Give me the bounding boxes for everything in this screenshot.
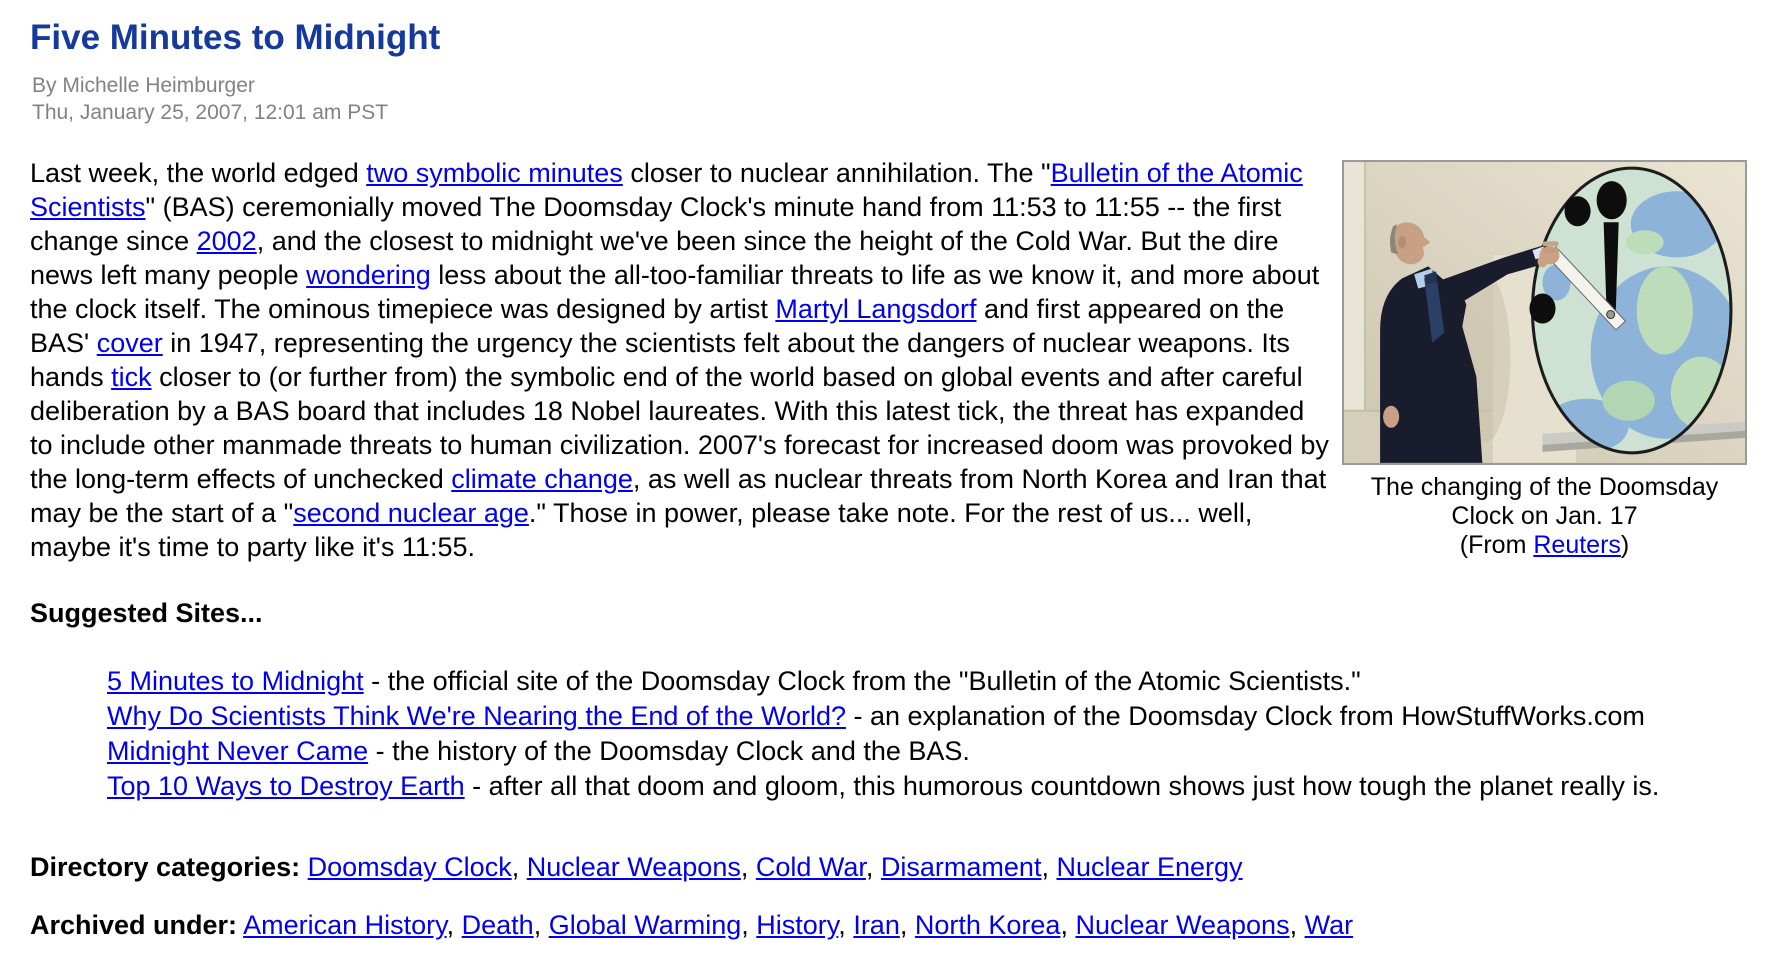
- directory-category-link[interactable]: Nuclear Energy: [1056, 852, 1243, 882]
- directory-category-links: [308, 852, 1243, 882]
- separator: ,: [1041, 852, 1057, 882]
- archived-under-label: Archived under:: [30, 910, 238, 940]
- clock-marker-twelve: [1597, 181, 1627, 219]
- inline-link[interactable]: climate change: [451, 464, 633, 494]
- archived-under-line: [30, 908, 1747, 942]
- separator: ,: [446, 910, 462, 940]
- left-hand: [1383, 406, 1399, 428]
- separator: ,: [838, 910, 854, 940]
- archived-tag-link[interactable]: Nuclear Weapons: [1075, 910, 1290, 940]
- doomsday-clock-photo: [1342, 160, 1747, 465]
- suggested-site-description: - the history of the Doomsday Clock and the BAS.: [368, 736, 970, 766]
- text-run: " (BAS) ceremonially moved The Doomsday Clock's minute hand from 11:53 to 11:55 -- the first change since: [30, 192, 1282, 256]
- separator: ,: [741, 910, 757, 940]
- article-figure: [1342, 160, 1747, 560]
- suggested-site-description: - the official site of the Doomsday Clock from the "Bulletin of the Atomic Scientists.": [363, 666, 1361, 696]
- inline-link[interactable]: Martyl Langsdorf: [775, 294, 977, 324]
- archived-tag-link[interactable]: War: [1304, 910, 1354, 940]
- suggested-site-link[interactable]: Midnight Never Came: [107, 736, 369, 766]
- directory-category-link[interactable]: Doomsday Clock: [307, 852, 512, 882]
- suggested-site-description: - an explanation of the Doomsday Clock from HowStuffWorks.com: [846, 701, 1645, 731]
- doomsday-clock-photo-graphic: [1344, 162, 1745, 463]
- suggested-sites-heading: Suggested Sites...: [30, 598, 263, 628]
- suggested-site-item: [107, 769, 1747, 804]
- inline-link[interactable]: cover: [96, 328, 163, 358]
- archived-tag-link[interactable]: History: [756, 910, 839, 940]
- inline-link[interactable]: tick: [111, 362, 152, 392]
- clock-marker-nine: [1529, 293, 1555, 323]
- archived-tag-link[interactable]: North Korea: [914, 910, 1061, 940]
- archived-tag-links: [243, 910, 1353, 940]
- clock-pivot: [1607, 310, 1615, 318]
- separator: ,: [899, 910, 915, 940]
- reuters-link[interactable]: Reuters: [1533, 531, 1621, 559]
- archived-tag-link[interactable]: Global Warming: [548, 910, 742, 940]
- text-run: closer to (or further from) the symbolic end of the world based on global events and after careful deliberation by a BAS board that includes 18 Nobel laureates. With this latest tick, the threat has expanded to include other manmade threats to human civilization. 2007's forecast for increased doom was provoked by the long-term effects of unchecked: [30, 362, 1329, 494]
- separator: ,: [865, 852, 881, 882]
- directory-category-link[interactable]: Cold War: [755, 852, 866, 882]
- photo-caption-line-1: The changing of the Doomsday: [1370, 473, 1719, 501]
- text-run: in 1947, representing the urgency the scientists felt about the dangers of nuclear weapons. Its hands: [30, 328, 1290, 392]
- text-run: , and the closest to midnight we've been since the height of the Cold War. But the dire news left many people: [30, 226, 1279, 290]
- directory-categories-label: Directory categories:: [30, 852, 301, 882]
- separator: ,: [533, 910, 549, 940]
- inline-link[interactable]: 2002: [196, 226, 257, 256]
- photo-caption: [1342, 473, 1747, 560]
- suggested-sites-list: [107, 664, 1747, 804]
- photo-caption-credit: [1342, 531, 1747, 560]
- directory-categories-line: [30, 850, 1747, 884]
- separator: ,: [511, 852, 527, 882]
- byline-block: [32, 72, 1747, 126]
- archived-tag-link[interactable]: American History: [243, 910, 447, 940]
- suggested-site-item: [107, 699, 1747, 734]
- separator: ,: [1060, 910, 1076, 940]
- text-run: ): [1620, 531, 1630, 559]
- inline-link[interactable]: two symbolic minutes: [366, 158, 623, 188]
- separator: ,: [740, 852, 756, 882]
- text-run: (From: [1459, 531, 1534, 559]
- byline: By Michelle Heimburger: [32, 74, 255, 97]
- suggested-site-item: [107, 734, 1747, 769]
- article-content: [30, 156, 1747, 942]
- clock-marker-eleven: [1565, 196, 1591, 226]
- separator: ,: [1289, 910, 1305, 940]
- suggested-site-link[interactable]: Top 10 Ways to Destroy Earth: [107, 771, 465, 801]
- photo-caption-line-2: Clock on Jan. 17: [1451, 502, 1638, 530]
- text-run: less about the all-too-familiar threats to life as we know it, and more about the clock itself. The ominous timepiece was designed by artist: [30, 260, 1320, 324]
- inline-link[interactable]: second nuclear age: [293, 498, 529, 528]
- directory-category-link[interactable]: Disarmament: [880, 852, 1042, 882]
- text-run: ." Those in power, please take note. For the rest of us... well, maybe it's time to party like it's 11:55.: [30, 498, 1253, 562]
- inline-link[interactable]: Bulletin of the Atomic Scientists: [30, 158, 1303, 222]
- page-title: Five Minutes to Midnight: [30, 18, 441, 57]
- text-run: closer to nuclear annihilation. The ": [622, 158, 1051, 188]
- dateline: Thu, January 25, 2007, 12:01 am PST: [32, 101, 389, 124]
- suggested-site-description: - after all that doom and gloom, this humorous countdown shows just how tough the planet really is.: [464, 771, 1660, 801]
- archived-tag-link[interactable]: Iran: [853, 910, 900, 940]
- text-run: Last week, the world edged: [30, 158, 367, 188]
- directory-category-link[interactable]: Nuclear Weapons: [526, 852, 741, 882]
- text-run: and first appeared on the BAS': [30, 294, 1285, 358]
- text-run: , as well as nuclear threats from North Korea and Iran that may be the start of a ": [30, 464, 1327, 528]
- archived-tag-link[interactable]: Death: [461, 910, 534, 940]
- inline-link[interactable]: wondering: [306, 260, 431, 290]
- suggested-site-link[interactable]: Why Do Scientists Think We're Nearing the End of the World?: [107, 701, 846, 731]
- suggested-site-link[interactable]: 5 Minutes to Midnight: [107, 666, 364, 696]
- suggested-site-item: [107, 664, 1747, 699]
